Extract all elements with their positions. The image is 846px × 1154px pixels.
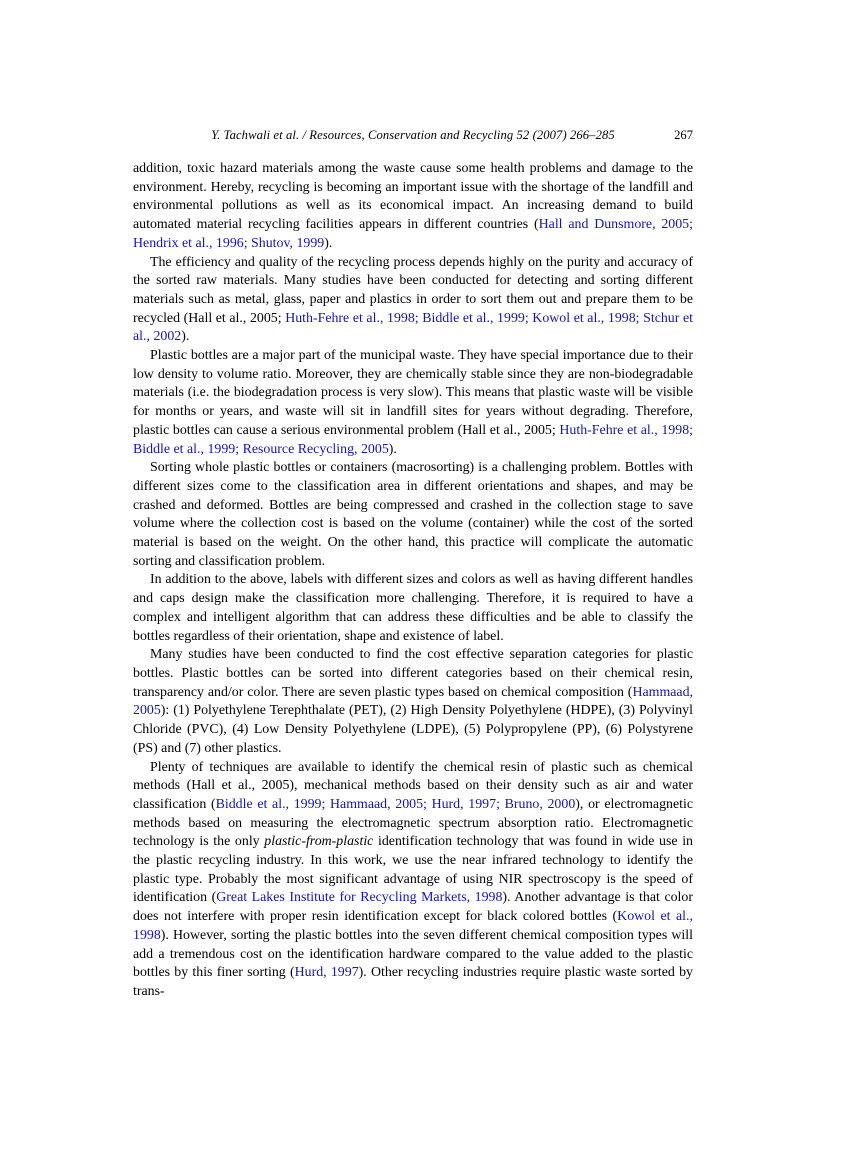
body-text: ). However, sorting the plastic bottles into the seven different chemical composition types will add a tremendous cost on the identification hardware compared to the value added to the plastic bottles by this finer sorting ( [133, 927, 693, 981]
body-text: addition, toxic hazard materials among the waste cause some health problems and damage to the environment. Hereby, recycling is becoming an important issue with the shortage of the landfill and environmental pollutions as well as its economical impact. An increasing demand to build automated material recycling facilities appears in different countries ( [133, 161, 693, 233]
body-text: ). Another advantage is that color does not interfere with proper resin identification except for black colored bottles ( [133, 890, 693, 925]
running-title: Y. Tachwali et al. / Resources, Conservation and Recycling 52 (2007) 266–285 [211, 128, 615, 142]
page-number: 267 [674, 128, 693, 142]
citation-link[interactable]: Great Lakes Institute for Recycling Markets, 1998 [216, 890, 503, 906]
body-text: In addition to the above, labels with different sizes and colors as well as having different handles and caps design make the classification more challenging. Therefore, it is required to have a complex and intelligent algorithm that can address these difficulties and be able to classify the bottles regardless of their orientation, shape and existence of label. [133, 572, 693, 644]
paragraph [133, 347, 693, 459]
body-text: Plastic bottles are a major part of the municipal waste. They have special importance due to their low density to volume ratio. Moreover, they are chemically stable since they are non-biodegradable materials (i.e. the biodegradation process is very slow). This means that plastic waste will be visible for months or years, and waste will sit in landfill sites for years without degrading. Therefore, plastic bottles can cause a serious environmental problem (Hall et al., 2005; [133, 348, 693, 438]
body-text: ): (1) Polyethylene Terephthalate (PET), (2) High Density Polyethylene (HDPE), (3) Polyvinyl Chloride (PVC), (4) Low Density Polyethylene (LDPE), (5) Polypropylene (PP), (6) Polystyrene (PS) and (7) other plastics. [133, 703, 693, 756]
body-text: ). [324, 235, 333, 251]
citation-link[interactable]: Hall and Dunsmore, 2005; Hendrix et al., 1996; Shutov, 1999 [133, 217, 693, 251]
body-text: The efficiency and quality of the recycling process depends highly on the purity and accuracy of the sorted raw materials. Many studies have been conducted for detecting and sorting different materials such as metal, glass, paper and plastics in order to sort them out and prepare them to be recycled (Hall et al., 2005; [133, 254, 693, 326]
paragraph [133, 160, 693, 254]
paragraph [133, 571, 693, 646]
body-text: identification technology that was found in wide use in the plastic recycling industry. In this work, we use the near infrared technology to identify the plastic type. Probably the most significant advantage of using NIR spectroscopy is the speed of identification ( [133, 834, 693, 906]
paragraph [133, 254, 693, 348]
body-text: ), or electromagnetic methods based on measuring the electromagnetic spectrum absorption ratio. Electromagnetic technology is the only [133, 796, 694, 850]
body-text: ). Other recycling industries require plastic waste sorted by trans- [133, 965, 693, 999]
page-header [133, 128, 693, 143]
citation-link[interactable]: Huth-Fehre et al., 1998; Biddle et al., 1999; Kowol et al., 1998; Stchur et al., 2002 [133, 310, 693, 345]
body-text: ). [181, 329, 190, 345]
citation-link[interactable]: Biddle et al., 1999; Hammaad, 2005; Hurd, 1997; Bruno, 2000 [215, 796, 576, 812]
citation-link[interactable]: Huth-Fehre et al., 1998; Biddle et al., 1999; Resource Recycling, 2005 [133, 422, 693, 457]
body-text: Sorting whole plastic bottles or containers (macrosorting) is a challenging problem. Bottles with different sizes come to the classification area in different orientations and shapes, and may be crashed and deformed. Bottles are being compressed and crashed in the collection stage to save volume where the collection cost is based on the volume (container) while the cost of the sorted material is based on the weight. On the other hand, this practice will complicate the automatic sorting and classification problem. [133, 460, 693, 569]
paragraph [133, 646, 693, 758]
citation-link[interactable]: Hurd, 1997 [294, 965, 359, 981]
citation-link[interactable]: Kowol et al., 1998 [133, 909, 693, 943]
paragraph [133, 759, 693, 1002]
body-text: Many studies have been conducted to find the cost effective separation categories for plastic bottles. Plastic bottles can be sorted into different categories based on their chemical resin, transparency and/or color. There are seven plastic types based on chemical composition ( [133, 647, 693, 700]
body-text: Plenty of techniques are available to identify the chemical resin of plastic such as chemical methods (Hall et al., 2005), mechanical methods based on their density such as air and water classification ( [133, 759, 693, 812]
article-body [133, 160, 693, 1002]
paragraph [133, 459, 693, 571]
citation-link[interactable]: Hammaad, 2005 [133, 684, 693, 719]
emphasis-text: plastic-from-plastic [264, 834, 374, 850]
body-text: ). [388, 441, 397, 457]
